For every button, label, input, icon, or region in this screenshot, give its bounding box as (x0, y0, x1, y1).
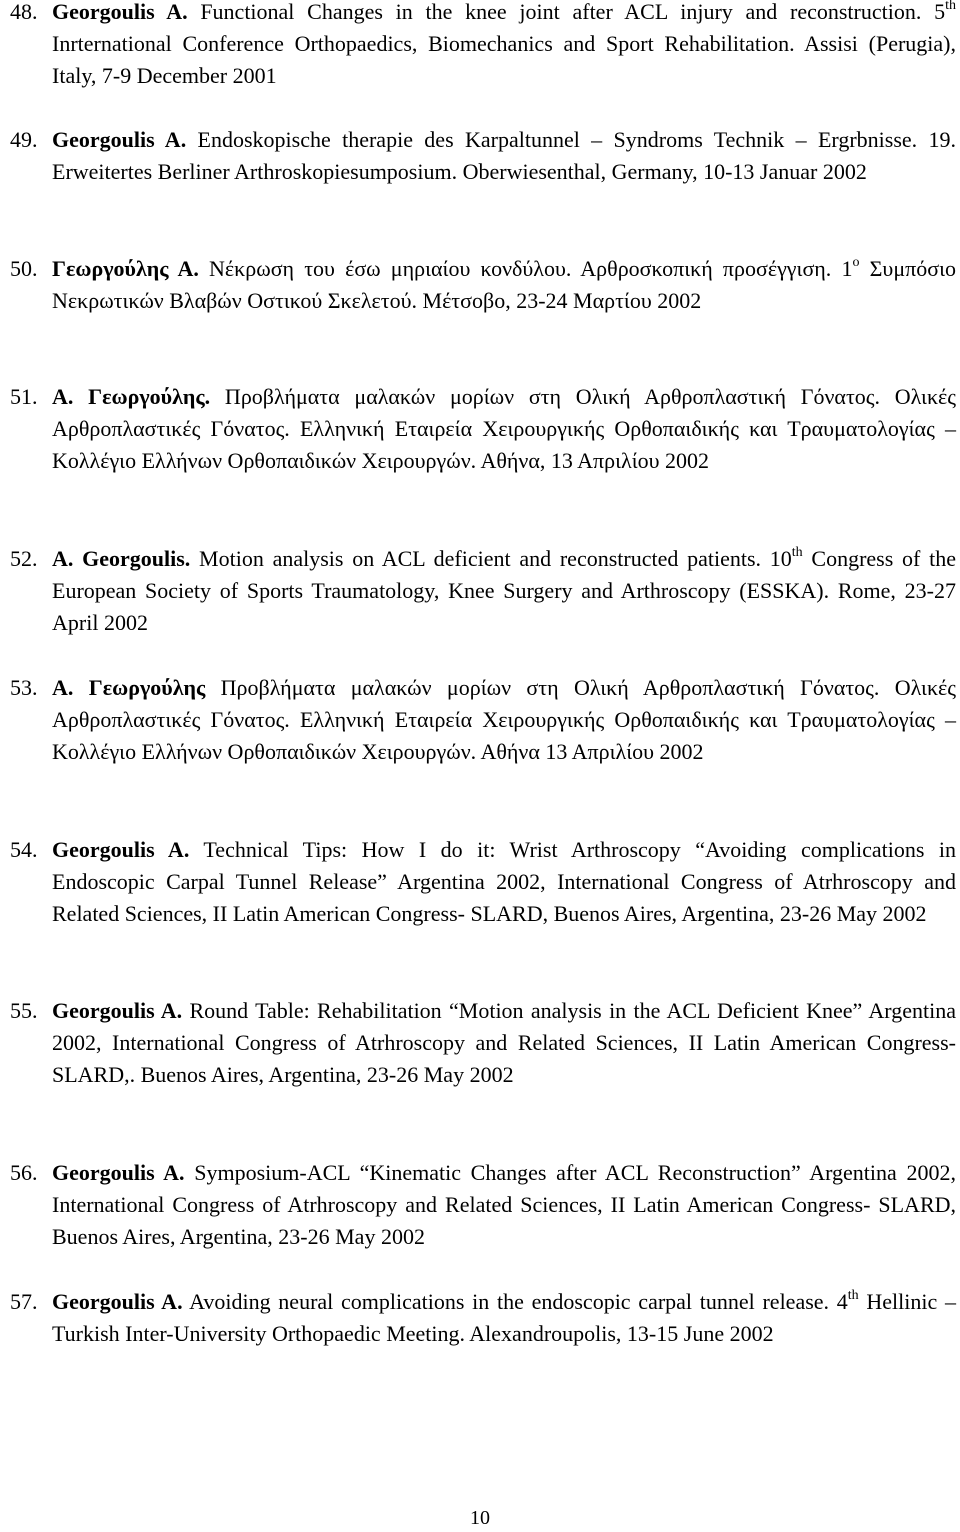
entry-text-part: Symposium-ACL “Kinematic Changes after ACL Reconstruction” Argentina 2002, International Congress of Atrhroscopy and Related Sciences, II Latin American Congress- SLARD, Buenos Aires, Argentina, 23-26 May 2002 (52, 1160, 956, 1249)
entry-number: 56. (10, 1160, 38, 1185)
entry-text-part: Προβλήματα μαλακών μορίων στη Ολική Αρθροπλαστική Γόνατος. Ολικές Αρθροπλαστικές Γόνατος. Ελληνική Εταιρεία Χειρουργικής Ορθοπαιδικής και Τραυματολογίας – Κολλέγιο Ελλήνων Ορθοπαιδικών Χειρουργών. Αθήνα, 13 Απριλίου 2002 (52, 384, 956, 473)
entry-text (52, 543, 956, 639)
reference-entry-49 (10, 124, 956, 188)
entry-superscript: th (791, 545, 803, 560)
reference-entry-51 (10, 381, 956, 477)
entry-number: 49. (10, 127, 38, 152)
entry-text (52, 253, 956, 317)
entry-text-part: Hellinic – Turkish Inter-University Orthopaedic Meeting. Alexandroupolis, 13-15 June 2002 (52, 1289, 956, 1346)
reference-entry-55 (10, 995, 956, 1091)
entry-text-part: Προβλήματα μαλακών μορίων στη Ολική Αρθροπλαστική Γόνατος. Ολικές Αρθροπλαστικές Γόνατος. Ελληνική Εταιρεία Χειρουργικής Ορθοπαιδικής και Τραυματολογίας – Κολλέγιο Ελλήνων Ορθοπαιδικών Χειρουργών. Αθήνα 13 Απριλίου 2002 (52, 675, 956, 764)
entry-number: 54. (10, 837, 38, 862)
entry-author: Γεωργούλης Α. (52, 256, 199, 281)
entry-author: Georgoulis A. (52, 998, 183, 1023)
entry-text (52, 995, 956, 1091)
entry-text-part: Technical Tips: How I do it: Wrist Arthroscopy “Avoiding complications in Endoscopic Carpal Tunnel Release” Argentina 2002, International Congress of Atrhroscopy and Related Sciences, II Latin American Congress- SLARD, Buenos Aires, Argentina, 23-26 May 2002 (52, 837, 957, 926)
entry-superscript: th (945, 0, 956, 13)
entry-text-part: Functional Changes in the knee joint after ACL injury and reconstruction. 5 (187, 0, 946, 24)
entry-author: Georgoulis A. (52, 0, 188, 24)
entry-author: Georgoulis A. (52, 1289, 183, 1314)
entry-number: 53. (10, 675, 38, 700)
entry-author: A. Georgoulis. (52, 546, 191, 571)
entry-text-part: Endoskopische therapie des Karpaltunnel – Syndroms Technik – Ergrbnisse. 19. Erweitertes Berliner Arthroskopiesumposium. Oberwiesenthal, Germany, 10-13 Januar 2002 (52, 127, 957, 184)
entry-superscript: ο (852, 255, 860, 270)
entry-number: 48. (10, 0, 38, 24)
entry-author: Georgoulis A. (52, 1160, 185, 1185)
entry-number: 50. (10, 256, 38, 281)
reference-entry-53 (10, 672, 956, 768)
entry-text (52, 124, 956, 188)
entry-text (52, 381, 956, 477)
reference-entry-48 (10, 0, 956, 92)
entry-number: 57. (10, 1289, 38, 1314)
entry-text-part: Inrternational Conference Orthopaedics, Biomechanics and Sport Rehabilitation. Assisi (Perugia), Italy, 7-9 December 2001 (52, 31, 956, 88)
entry-superscript: th (847, 1288, 859, 1303)
entry-text-part: Round Table: Rehabilitation “Motion analysis in the ACL Deficient Knee” Argentina 2002, International Congress of Atrhroscopy and Related Sciences, II Latin American Congress- SLARD,. Buenos Aires, Argentina, 23-26 May 2002 (52, 998, 956, 1087)
entry-text-part: Motion analysis on ACL deficient and reconstructed patients. 10 (190, 546, 792, 571)
entry-text-part: Συμπόσιο Νεκρωτικών Βλαβών Οστικού Σκελετού. Μέτσοβο, 23-24 Μαρτίου 2002 (52, 256, 956, 313)
entry-number: 52. (10, 546, 38, 571)
entry-number: 51. (10, 384, 38, 409)
reference-entry-54 (10, 834, 956, 930)
entry-author: Georgoulis A. (52, 127, 187, 152)
entry-text-part: Avoiding neural complications in the endoscopic carpal tunnel release. 4 (182, 1289, 848, 1314)
entry-text (52, 1157, 956, 1253)
entry-author: Α. Γεωργούλης (52, 675, 206, 700)
entry-text-part: Congress of the European Society of Sports Traumatology, Knee Surgery and Arthroscopy (ESSKA). Rome, 23-27 April 2002 (52, 546, 956, 635)
entry-text (52, 672, 956, 768)
reference-entry-56 (10, 1157, 956, 1253)
entry-text (52, 0, 956, 92)
page-number: 10 (470, 1507, 490, 1529)
reference-entry-57 (10, 1286, 956, 1350)
entry-text (52, 1286, 956, 1350)
entry-number: 55. (10, 998, 38, 1023)
entry-text (52, 834, 956, 930)
reference-entry-50 (10, 253, 956, 317)
entry-text-part: Νέκρωση του έσω μηριαίου κονδύλου. Αρθροσκοπική προσέγγιση. 1 (198, 256, 853, 281)
entry-author: Α. Γεωργούλης. (52, 384, 211, 409)
entry-author: Georgoulis A. (52, 837, 190, 862)
reference-entry-52 (10, 543, 956, 639)
